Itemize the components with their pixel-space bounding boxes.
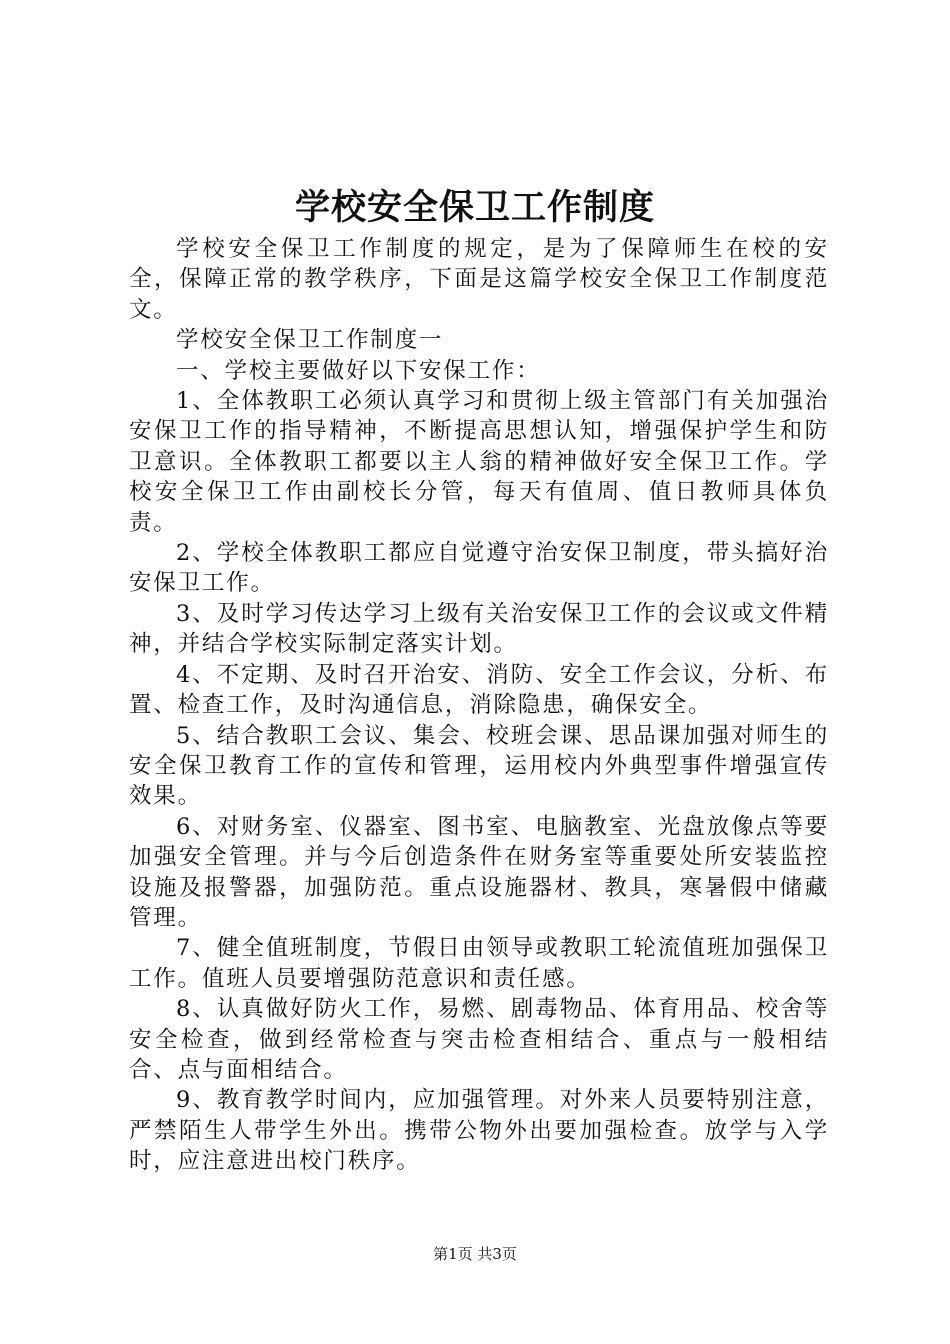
page-number: 第1页 共3页 <box>433 1245 517 1263</box>
item-paragraph-6: 6、对财务室、仪器室、图书室、电脑教室、光盘放像点等要加强安全管理。并与今后创造条件在财务室等重要处所安装监控设施及报警器，加强防范。重点设施器材、教具，寒暑假中储藏管理。 <box>129 813 829 931</box>
item-paragraph-9: 9、教育教学时间内，应加强管理。对外来人员要特别注意，严禁陌生人带学生外出。携带公物外出要加强检查。放学与入学时，应注意进出校门秩序。 <box>129 1087 829 1175</box>
section-heading: 学校安全保卫工作制度一 <box>176 327 444 354</box>
intro-paragraph: 学校安全保卫工作制度的规定，是为了保障师生在校的安全，保障正常的教学秩序，下面是这篇学校安全保卫工作制度范文。 <box>129 236 829 323</box>
item-paragraph-8: 8、认真做好防火工作，易燃、剧毒物品、体育用品、校舍等安全检查，做到经常检查与突击检查相结合、重点与一般相结合、点与面相结合。 <box>129 996 829 1083</box>
item-paragraph-1: 1、全体教职工必须认真学习和贯彻上级主管部门有关加强治安保卫工作的指导精神，不断提高思想认知，增强保护学生和防卫意识。全体教职工都要以主人翁的精神做好安全保卫工作。学校安全保卫工作由副校长分管，每天有值周、值日教师具体负责。 <box>129 388 829 536</box>
item-paragraph-3: 3、及时学习传达学习上级有关治安保卫工作的会议或文件精神，并结合学校实际制定落实计划。 <box>129 600 829 658</box>
item-paragraph-5: 5、结合教职工会议、集会、校班会课、思品课加强对师生的安全保卫教育工作的宣传和管理，运用校内外典型事件增强宣传效果。 <box>129 722 829 810</box>
item-paragraph-4: 4、不定期、及时召开治安、消防、安全工作会议，分析、布置、检查工作，及时沟通信息，消除隐患，确保安全。 <box>129 661 829 719</box>
item-paragraph-7: 7、健全值班制度，节假日由领导或教职工轮流值班加强保卫工作。值班人员要增强防范意识和责任感。 <box>129 935 829 992</box>
document-title: 学校安全保卫工作制度 <box>294 187 655 228</box>
subsection-heading: 一、学校主要做好以下安保工作： <box>176 357 541 384</box>
document-body <box>129 234 829 1177</box>
item-paragraph-2: 2、学校全体教职工都应自觉遵守治安保卫制度，带头搞好治安保卫工作。 <box>129 540 829 597</box>
